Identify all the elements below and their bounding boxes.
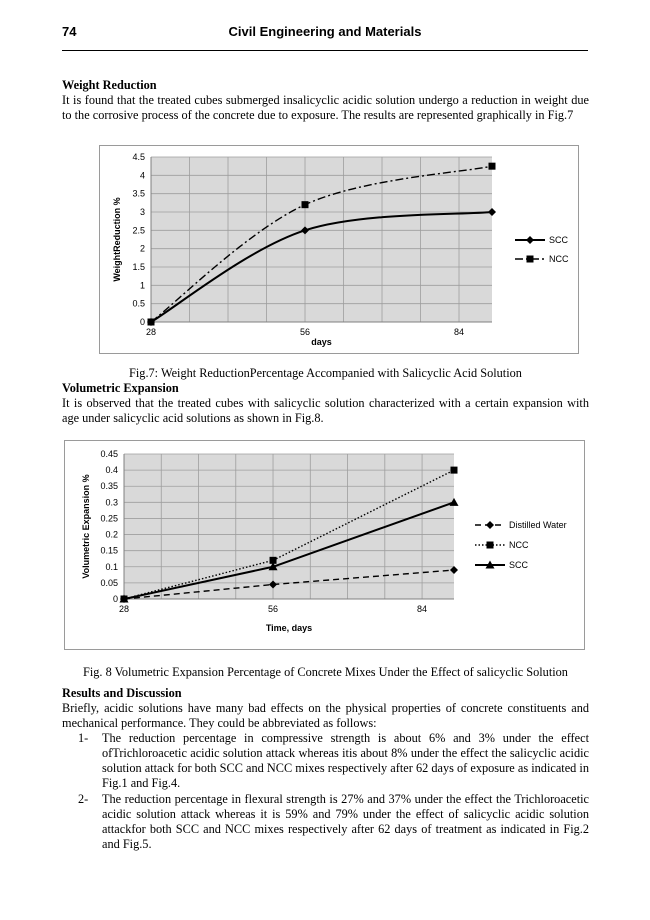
y-axis-title: WeightReduction % bbox=[112, 197, 122, 282]
paragraph-volumetric-expansion: It is observed that the treated cubes with salicyclic solution characterized with a certain expansion with age under salicyclic acid solutions as shown in Fig.8. bbox=[62, 396, 589, 425]
x-tick-label: 84 bbox=[417, 604, 428, 614]
list-item bbox=[62, 792, 589, 852]
plot-area bbox=[151, 157, 492, 322]
y-tick-label: 0.5 bbox=[132, 298, 145, 309]
section-heading-results: Results and Discussion bbox=[62, 686, 182, 700]
results-list bbox=[62, 731, 589, 853]
y-tick-label: 3 bbox=[139, 207, 145, 217]
legend-marker bbox=[487, 542, 494, 549]
figure-8 bbox=[64, 440, 585, 650]
y-tick-label: 3.5 bbox=[132, 188, 145, 199]
data-point bbox=[489, 163, 496, 170]
plot-area bbox=[124, 454, 454, 599]
y-tick-label: 0.4 bbox=[105, 465, 118, 476]
x-tick-label: 56 bbox=[299, 327, 311, 337]
figure-7 bbox=[99, 145, 579, 354]
page-header bbox=[62, 22, 588, 51]
volumetric-expansion-chart bbox=[65, 441, 584, 649]
y-tick-label: 0 bbox=[139, 317, 145, 327]
x-tick-label: 84 bbox=[453, 327, 465, 337]
journal-title: Civil Engineering and Materials bbox=[228, 24, 422, 39]
y-axis-title: Volumetric Expansion % bbox=[81, 474, 91, 579]
legend-marker bbox=[486, 521, 494, 529]
y-tick-label: 1.5 bbox=[132, 262, 145, 272]
y-tick-label: 2.5 bbox=[132, 225, 145, 236]
section-heading-weight-reduction: Weight Reduction bbox=[62, 78, 157, 92]
y-tick-label: 0.05 bbox=[100, 577, 118, 588]
x-axis-title: Time, days bbox=[265, 623, 313, 633]
page-number: 74 bbox=[62, 24, 77, 39]
paragraph-results: Briefly, acidic solutions have many bad effects on the physical properties of concrete constituents and mechanical performance. They could be abbreviated as follows: bbox=[62, 701, 589, 730]
legend-label: NCC bbox=[549, 254, 569, 264]
y-tick-label: 0.25 bbox=[100, 513, 118, 524]
y-tick-label: 0.35 bbox=[100, 481, 118, 492]
x-axis-title: days bbox=[311, 337, 332, 347]
y-tick-label: 4.5 bbox=[132, 152, 145, 162]
figure-8-caption: Fig. 8 Volumetric Expansion Percentage of Concrete Mixes Under the Effect of salicyclic Solution bbox=[83, 665, 568, 679]
data-point bbox=[451, 467, 458, 474]
data-point bbox=[148, 319, 155, 326]
data-point bbox=[302, 201, 309, 208]
y-tick-label: 1 bbox=[139, 280, 145, 291]
list-item-text: The reduction percentage in compressive strength is about 6% and 3% under the effect ofTrichloroacetic acidic solution attack whereas itis about 8% under the effect the salicyclic acidic solution attack for both SCC and NCC mixes respectively after 62 days of exposure as indicated in Fig.1 and Fig.4. bbox=[102, 731, 589, 790]
list-item-text: The reduction percentage in flexural strength is 27% and 37% under the effect the Trichloroacetic acidic solution attack whereas it is 59% and 79% under the effect of salicyclic acidic solution attackfor both SCC and NCC mixes respectively after 62 days of treatment as indicated in Fig.2 and Fig.5. bbox=[102, 792, 589, 851]
section-heading-volumetric-expansion: Volumetric Expansion bbox=[62, 381, 179, 395]
paragraph-weight-reduction: It is found that the treated cubes submerged insalicyclic acidic solution undergo a reduction in weight due to the corrosive process of the concrete due to exposure. The results are represented graphically in Fig.7 bbox=[62, 93, 589, 122]
x-tick-label: 56 bbox=[268, 604, 279, 614]
legend-marker bbox=[526, 236, 534, 244]
y-tick-label: 0.2 bbox=[105, 529, 118, 540]
legend-label: SCC bbox=[549, 235, 569, 245]
y-tick-label: 4 bbox=[139, 170, 145, 181]
list-item bbox=[62, 731, 589, 791]
x-tick-label: 28 bbox=[118, 604, 130, 614]
figure-7-caption: Fig.7: Weight ReductionPercentage Accompanied with Salicyclic Acid Solution bbox=[129, 366, 522, 380]
y-tick-label: 0.45 bbox=[100, 449, 118, 459]
y-tick-label: 0.15 bbox=[100, 545, 118, 556]
legend-label: NCC bbox=[509, 540, 529, 550]
y-tick-label: 2 bbox=[139, 243, 145, 254]
legend-label: SCC bbox=[509, 560, 529, 570]
list-item-number: 1- bbox=[78, 731, 89, 745]
y-tick-label: 0 bbox=[112, 594, 118, 604]
weight-reduction-chart bbox=[100, 146, 578, 353]
y-tick-label: 0.1 bbox=[105, 561, 118, 572]
list-item-number: 2- bbox=[78, 792, 89, 806]
x-tick-label: 28 bbox=[145, 327, 157, 337]
legend-label: Distilled Water bbox=[509, 520, 567, 530]
legend-marker bbox=[527, 256, 534, 263]
y-tick-label: 0.3 bbox=[105, 497, 118, 508]
